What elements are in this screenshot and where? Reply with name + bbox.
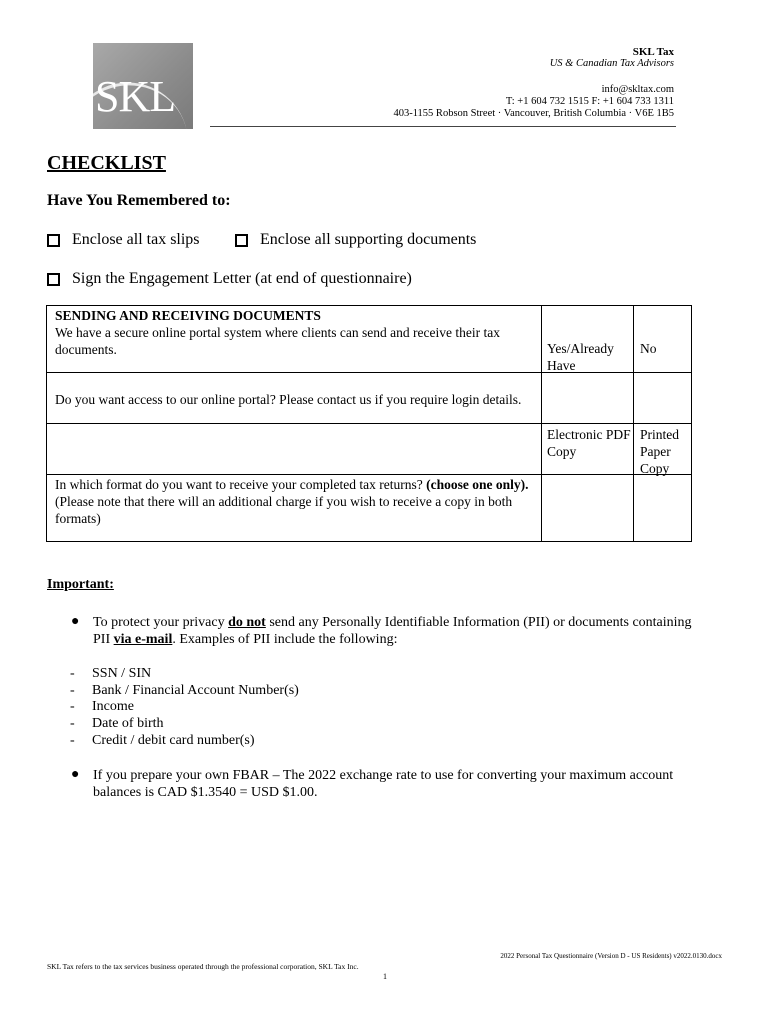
checkbox-icon[interactable] (235, 234, 248, 247)
via-email-emphasis: via e-mail (113, 632, 173, 647)
company-name: SKL Tax (632, 46, 674, 58)
list-item: - SSN / SIN (70, 666, 152, 681)
col-header-no: No (640, 341, 657, 356)
col-header-electronic: Electronic PDF Copy (547, 427, 631, 459)
format-question-text: In which format do you want to receive your completed tax returns? (55, 477, 423, 492)
header-divider (210, 126, 676, 127)
bullet-icon: ● (71, 614, 80, 629)
format-printed-cell[interactable] (634, 475, 691, 541)
company-address: 403-1155 Robson Street · Vancouver, British Columbia · V6E 1B5 (393, 108, 674, 119)
pii-item: SSN / SIN (92, 666, 152, 681)
format-question (55, 476, 537, 527)
checklist-item-tax-slips[interactable] (47, 231, 200, 249)
portal-yes-cell[interactable] (542, 373, 633, 423)
list-item: - Credit / debit card number(s) (70, 733, 255, 748)
portal-no-cell[interactable] (634, 373, 691, 423)
checklist-label: Enclose all tax slips (72, 231, 200, 248)
col-header-printed: Printed Paper Copy (640, 427, 679, 476)
bullet-text: . Examples of PII include the following: (172, 632, 398, 647)
checklist-label: Sign the Engagement Letter (at end of questionnaire) (72, 270, 412, 287)
format-choose-note: (choose one only). (426, 477, 529, 492)
footer-disclaimer: SKL Tax refers to the tax services business operated through the professional corporation, SKL Tax Inc. (47, 962, 359, 971)
table-heading: SENDING AND RECEIVING DOCUMENTS (55, 308, 321, 323)
fbar-bullet: If you prepare your own FBAR – The 2022 exchange rate to use for converting your maximum account balances is CAD $1.3540 = USD $1.00. (93, 768, 674, 800)
portal-question: Do you want access to our online portal? Please contact us if you require login details. (55, 392, 522, 407)
pii-item: Bank / Financial Account Number(s) (92, 683, 299, 698)
company-phones: T: +1 604 732 1515 F: +1 604 733 1311 (505, 96, 674, 107)
table-section-header (55, 307, 537, 358)
do-not-emphasis: do not (228, 615, 266, 630)
logo-text: SKL (95, 72, 176, 121)
table-intro: We have a secure online portal system where clients can send and receive their tax documents. (55, 325, 500, 357)
section-subtitle: Have You Remembered to: (47, 192, 231, 209)
checkbox-icon[interactable] (47, 234, 60, 247)
list-item: - Bank / Financial Account Number(s) (70, 683, 299, 698)
bullet-text: send any Personally Identifiable Information (PII) or documents containing PII (93, 615, 692, 647)
page-title: CHECKLIST (47, 152, 166, 174)
checklist-item-engagement-letter[interactable] (47, 270, 412, 288)
pii-item: Date of birth (92, 716, 164, 731)
documents-table (46, 305, 692, 542)
list-item: - Date of birth (70, 716, 164, 731)
checklist-label: Enclose all supporting documents (260, 231, 477, 248)
pii-item: Income (92, 699, 134, 714)
privacy-bullet (93, 614, 703, 648)
list-item: - Income (70, 699, 134, 714)
table-divider (47, 423, 691, 424)
checkbox-icon[interactable] (47, 273, 60, 286)
important-heading: Important: (47, 577, 114, 592)
page-number: 1 (383, 972, 387, 981)
bullet-text: To protect your privacy (93, 615, 229, 630)
company-email: info@skltax.com (601, 84, 674, 95)
pii-item: Credit / debit card number(s) (92, 733, 255, 748)
skl-logo (93, 43, 193, 129)
col-header-yes: Yes/Already Have (547, 341, 614, 373)
company-tagline: US & Canadian Tax Advisors (549, 58, 674, 69)
bullet-icon: ● (71, 767, 80, 782)
format-charge-note: (Please note that there will an additional charge if you wish to receive a copy in both formats) (55, 494, 513, 526)
footer-document-id: 2022 Personal Tax Questionnaire (Version D - US Residents) v2022.0130.docx (500, 952, 722, 960)
checklist-item-supporting-documents[interactable] (235, 231, 476, 249)
format-electronic-cell[interactable] (542, 475, 633, 541)
